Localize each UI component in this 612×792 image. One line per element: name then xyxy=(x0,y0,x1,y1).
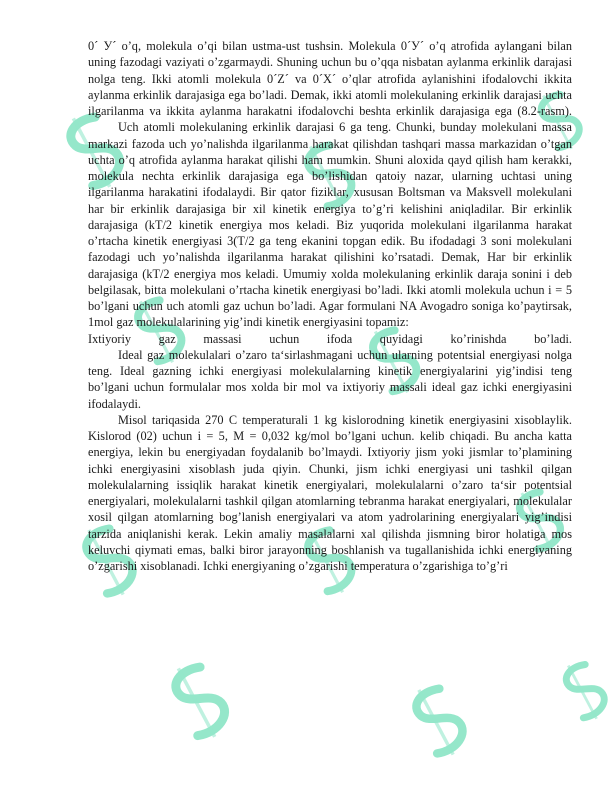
paragraph-arbitrary-mass: Ixtiyoriy gaz massasi uchun ifoda quyidagi ko’rinishda bo’ladi. xyxy=(88,331,572,346)
watermark-logo-icon xyxy=(153,649,247,750)
paragraph-three-atom-molecule: Uch atomli molekulaning erkinlik darajasi 6 ga teng. Chunki, bunday molekulani massa markazi fazoda uch yo’nalishda ilgarilanma harakat qilishdan tashqari massa markazidan o’tgan uchta o’q atrofida aylanma harakat qilishi ham mumkin. Shuni aloxida qayd qilish ham kerakki, molekula nechta erkinlik darajasiga ega bo’lishidan qatoiy nazar, ularning uchtasi uning ilgarilanma harakatini ifodalaydi. Bir qator fiziklar, xususan Boltsman va Maksvell molekulani har bir erkinlik darajasiga bir xil kinetik energiya to’g’ri kelishini aniqladilar. Bir erkinlik darajasiga (kT/2 kinetik energiya mos keladi. Biz yuqorida molekulani ilgarilanma harakat o’rtacha kinetik energiyasi 3(T/2 ga teng ekanini topgan edik. Bu ifodadagi 3 soni molekulani fazodagi uch yo’nalishda ilgarilanma harakat qilishini ko’rsatadi. Demak, Har bir erkinlik darajasiga (kT/2 energiya mos keladi. Umumiy xolda molekulaning erkinlik daraja sonini i deb belgilasak, bitta molekulani o’rtacha kinetik energiyasi bo’ladi. Ikki atomli molekula uchun i = 5 bo’lgani uchun uch atomli gaz uchun bo’ladi. Agar formulani NA Avogadro soniga ko’paytirsak, 1mol gaz molekulalarining yig’indi kinetik energiyasini topamiz: xyxy=(88,120,572,330)
paragraph-rotational-degrees: 0´ У´ o’q, molekula o’qi bilan ustma-ust tushsin. Molekula 0´У´ o’q atrofida aylangani bilan uning fazodagi vaziyati o’zgarmaydi. Shuning uchun bu o’qqa nisbatan aylanma erkinlik darajasi nolga teng. Ikki atomli molekula 0´Z´ va 0´X´ o’qlar atrofida aylanishini ifodalovchi ikkita aylanma erkinlik darajasiga ega bo’ladi. Demak, ikki atomli molekulaning erkinlik darajasi uchta ilgarilanma va ikkita aylanma harakatni ifodalovchi beshta erkinlik darajasiga ega (8.2-rasm). xyxy=(88,39,572,118)
watermark-logo-icon xyxy=(396,672,484,767)
paragraph-ideal-gas: Ideal gaz molekulalari o’zaro ta‘sirlashmagani uchun ularning potentsial energiyasi nolga teng. Ideal gazning ichki energiyasi molekulalarning kinetik energiyalarini yig’indisi teng bo’lgani uchun formulalar mos xolda bir mol va ixtiyoriy massali ideal gaz ichki energiyasini ifodalaydi. xyxy=(88,347,572,411)
paragraph-oxygen-example: Misol tariqasida 270 C temperaturali 1 kg kislorodning kinetik energiyasini xisoblaylik. Kislorod (02) uchun i = 5, M = 0,032 kg/mol bo’lgani uchun. kelib chiqadi. Bu ancha katta energiya, lekin bu energiyadan foydalanib bo’lmaydi. Ixtiyoriy jism yoki jismlar to’plamining ichki energiyasini xisoblash juda qiyin. Chunki, jism ichki energiyasi uni tashkil qilgan molekulalarning issiqlik harakat kinetik energiyalari, molekulalarni o’zaro ta‘sir potentsial energiyalari, molekulalarni tashkil qilgan atomlarning tebranma harakat energiyalari, molekulalar xosil qilgan atomlarning bog’lanish energiyalari va atom yadrolarining energiyalari yig’indisi tarzida aniqlanishi kerak. Lekin amaliy masalalarni xal qilishda jismning biror holatiga mos keluvchi qiymati emas, balki biror jarayonning boshlanish va tugallanishida ichki energiyaning o’zgarishi xisoblanadi. Ichki energiyaning o’zgarishi temperatura o’zgarishiga to’g’ri xyxy=(88,412,572,573)
page-text xyxy=(88,38,572,574)
watermark-logo-icon xyxy=(549,651,612,730)
